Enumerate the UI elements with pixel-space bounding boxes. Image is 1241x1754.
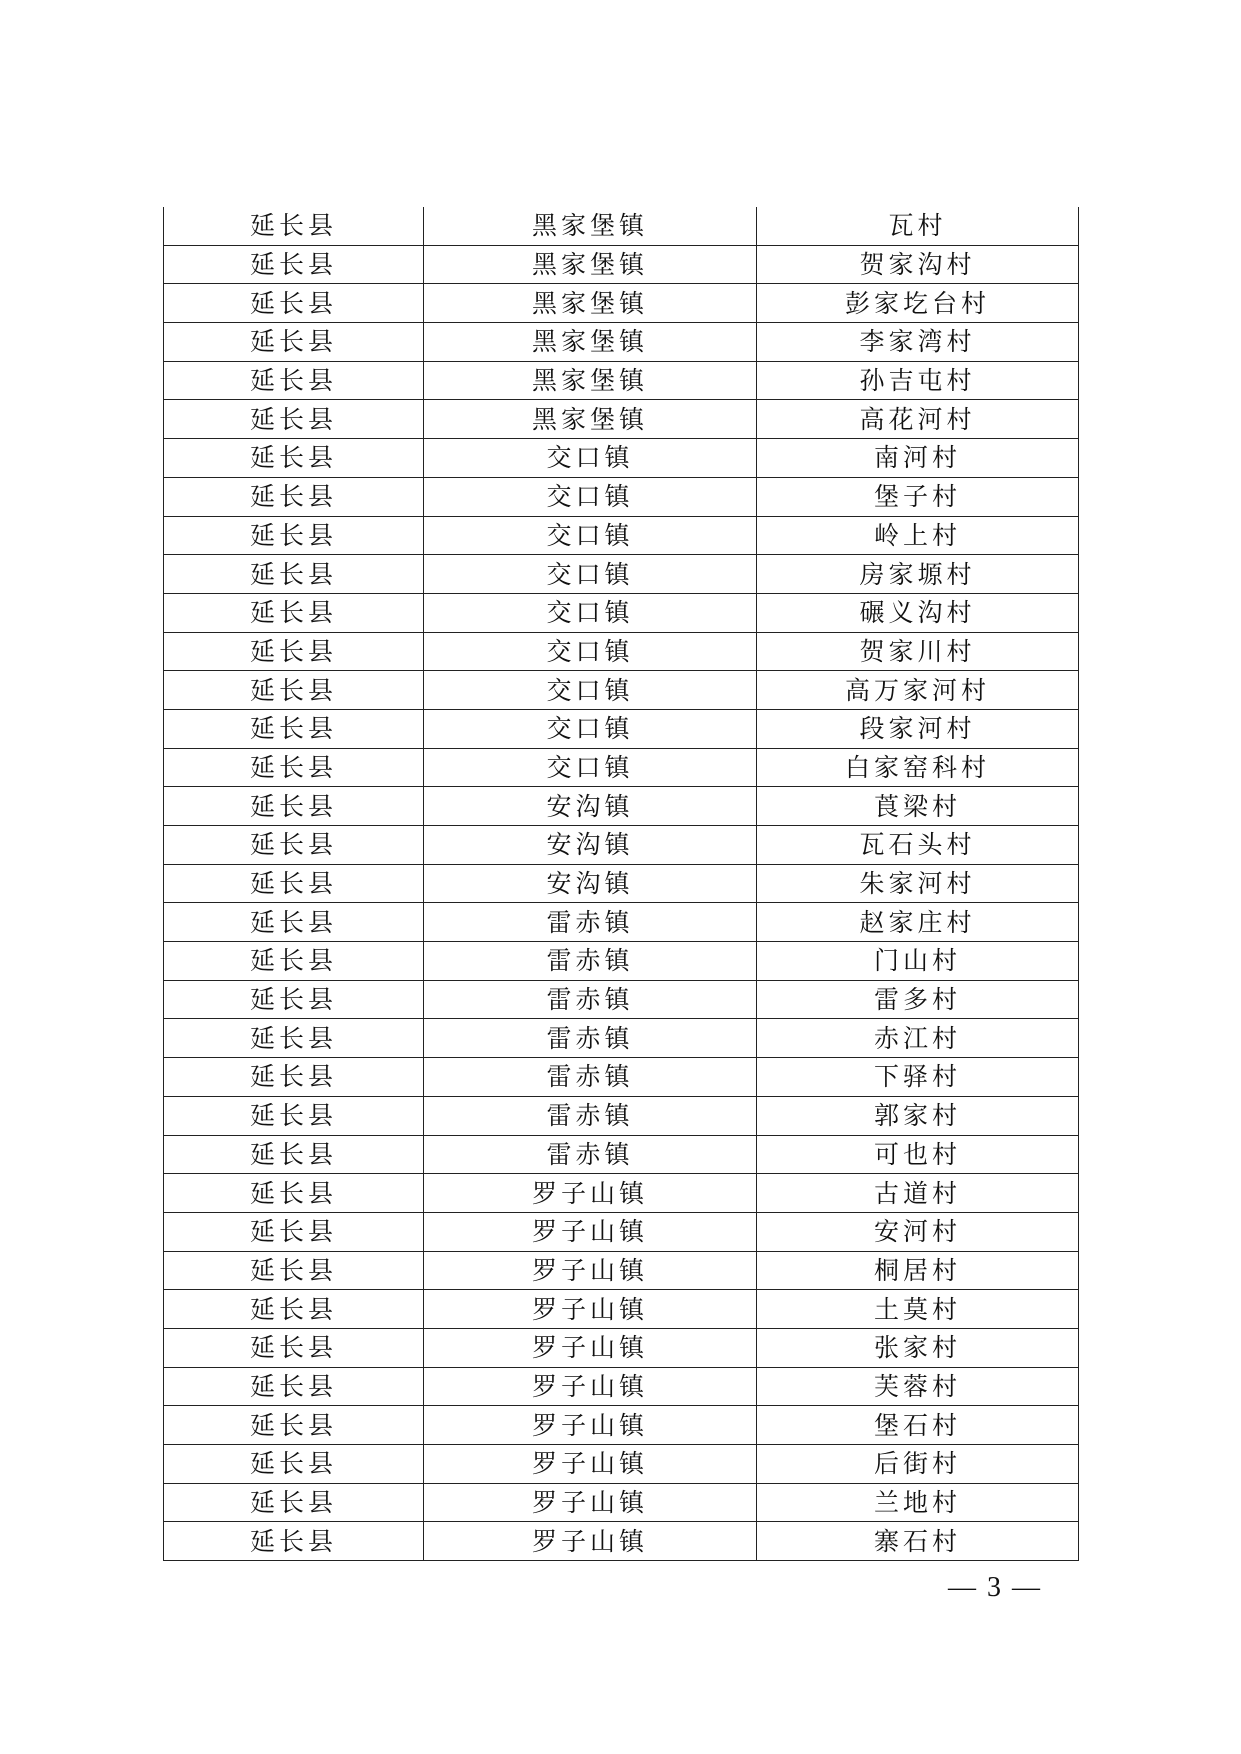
table-row	[164, 671, 1079, 710]
village-cell: 土莫村	[757, 1290, 1079, 1329]
village-cell: 瓦石头村	[757, 826, 1079, 865]
county-cell: 延长县	[164, 1135, 424, 1174]
table-row	[164, 593, 1079, 632]
village-list-table	[163, 207, 1079, 1561]
village-cell: 莨梁村	[757, 787, 1079, 826]
town-cell: 交口镇	[424, 632, 757, 671]
village-cell: 后街村	[757, 1445, 1079, 1484]
town-cell: 雷赤镇	[424, 942, 757, 981]
town-cell: 交口镇	[424, 709, 757, 748]
village-cell: 房家塬村	[757, 555, 1079, 594]
town-cell: 罗子山镇	[424, 1483, 757, 1522]
county-cell: 延长县	[164, 1406, 424, 1445]
town-cell: 罗子山镇	[424, 1290, 757, 1329]
town-cell: 黑家堡镇	[424, 207, 757, 245]
county-cell: 延长县	[164, 709, 424, 748]
village-cell: 桐居村	[757, 1251, 1079, 1290]
village-cell: 可也村	[757, 1135, 1079, 1174]
table-row	[164, 284, 1079, 323]
table-row	[164, 709, 1079, 748]
table-row	[164, 632, 1079, 671]
town-cell: 雷赤镇	[424, 903, 757, 942]
town-cell: 罗子山镇	[424, 1174, 757, 1213]
village-cell: 兰地村	[757, 1483, 1079, 1522]
county-cell: 延长县	[164, 477, 424, 516]
county-cell: 延长县	[164, 787, 424, 826]
village-cell: 贺家川村	[757, 632, 1079, 671]
town-cell: 交口镇	[424, 555, 757, 594]
town-cell: 安沟镇	[424, 864, 757, 903]
county-cell: 延长县	[164, 1522, 424, 1561]
village-cell: 古道村	[757, 1174, 1079, 1213]
table-row	[164, 864, 1079, 903]
county-cell: 延长县	[164, 1096, 424, 1135]
town-cell: 罗子山镇	[424, 1406, 757, 1445]
village-cell: 芙蓉村	[757, 1367, 1079, 1406]
village-cell: 孙吉屯村	[757, 361, 1079, 400]
town-cell: 安沟镇	[424, 787, 757, 826]
town-cell: 交口镇	[424, 439, 757, 478]
county-cell: 延长县	[164, 942, 424, 981]
town-cell: 安沟镇	[424, 826, 757, 865]
town-cell: 黑家堡镇	[424, 400, 757, 439]
village-cell: 郭家村	[757, 1096, 1079, 1135]
county-cell: 延长县	[164, 245, 424, 284]
county-cell: 延长县	[164, 1251, 424, 1290]
county-cell: 延长县	[164, 671, 424, 710]
table-row	[164, 207, 1079, 245]
town-cell: 交口镇	[424, 516, 757, 555]
county-cell: 延长县	[164, 1367, 424, 1406]
town-cell: 黑家堡镇	[424, 323, 757, 362]
table-row	[164, 1058, 1079, 1097]
table-body	[164, 207, 1079, 1561]
table-row	[164, 1328, 1079, 1367]
village-cell: 南河村	[757, 439, 1079, 478]
village-cell: 段家河村	[757, 709, 1079, 748]
table-row	[164, 245, 1079, 284]
county-cell: 延长县	[164, 1483, 424, 1522]
town-cell: 雷赤镇	[424, 1058, 757, 1097]
table-row	[164, 1135, 1079, 1174]
village-cell: 雷多村	[757, 980, 1079, 1019]
village-cell: 贺家沟村	[757, 245, 1079, 284]
table-row	[164, 1483, 1079, 1522]
village-cell: 寨石村	[757, 1522, 1079, 1561]
village-cell: 门山村	[757, 942, 1079, 981]
table-row	[164, 748, 1079, 787]
village-cell: 高花河村	[757, 400, 1079, 439]
village-cell: 赵家庄村	[757, 903, 1079, 942]
village-cell: 岭上村	[757, 516, 1079, 555]
county-cell: 延长县	[164, 593, 424, 632]
table-row	[164, 1406, 1079, 1445]
town-cell: 罗子山镇	[424, 1367, 757, 1406]
table-row	[164, 1096, 1079, 1135]
town-cell: 交口镇	[424, 593, 757, 632]
county-cell: 延长县	[164, 1290, 424, 1329]
county-cell: 延长县	[164, 1019, 424, 1058]
table-row	[164, 1522, 1079, 1561]
village-cell: 瓦村	[757, 207, 1079, 245]
table-row	[164, 980, 1079, 1019]
county-cell: 延长县	[164, 826, 424, 865]
table-row	[164, 1367, 1079, 1406]
county-cell: 延长县	[164, 323, 424, 362]
village-list-table-container	[163, 207, 1078, 1561]
village-cell: 张家村	[757, 1328, 1079, 1367]
town-cell: 罗子山镇	[424, 1445, 757, 1484]
town-cell: 雷赤镇	[424, 1096, 757, 1135]
table-row	[164, 1251, 1079, 1290]
table-row	[164, 903, 1079, 942]
page-number: — 3 —	[948, 1572, 1042, 1603]
village-cell: 彭家圪台村	[757, 284, 1079, 323]
town-cell: 黑家堡镇	[424, 361, 757, 400]
county-cell: 延长县	[164, 632, 424, 671]
county-cell: 延长县	[164, 400, 424, 439]
table-row	[164, 1445, 1079, 1484]
town-cell: 雷赤镇	[424, 1135, 757, 1174]
village-cell: 朱家河村	[757, 864, 1079, 903]
county-cell: 延长县	[164, 1174, 424, 1213]
county-cell: 延长县	[164, 1058, 424, 1097]
table-row	[164, 555, 1079, 594]
county-cell: 延长县	[164, 1328, 424, 1367]
town-cell: 雷赤镇	[424, 980, 757, 1019]
county-cell: 延长县	[164, 516, 424, 555]
table-row	[164, 439, 1079, 478]
village-cell: 下驿村	[757, 1058, 1079, 1097]
table-row	[164, 323, 1079, 362]
village-cell: 高万家河村	[757, 671, 1079, 710]
table-row	[164, 477, 1079, 516]
table-row	[164, 1174, 1079, 1213]
town-cell: 交口镇	[424, 748, 757, 787]
town-cell: 罗子山镇	[424, 1212, 757, 1251]
village-cell: 李家湾村	[757, 323, 1079, 362]
village-cell: 安河村	[757, 1212, 1079, 1251]
table-row	[164, 1290, 1079, 1329]
village-cell: 赤江村	[757, 1019, 1079, 1058]
town-cell: 交口镇	[424, 477, 757, 516]
village-cell: 白家窑科村	[757, 748, 1079, 787]
county-cell: 延长县	[164, 207, 424, 245]
town-cell: 黑家堡镇	[424, 284, 757, 323]
village-cell: 碾义沟村	[757, 593, 1079, 632]
county-cell: 延长县	[164, 284, 424, 323]
table-row	[164, 361, 1079, 400]
table-row	[164, 1212, 1079, 1251]
town-cell: 罗子山镇	[424, 1328, 757, 1367]
table-row	[164, 516, 1079, 555]
table-row	[164, 942, 1079, 981]
county-cell: 延长县	[164, 439, 424, 478]
county-cell: 延长县	[164, 903, 424, 942]
county-cell: 延长县	[164, 748, 424, 787]
county-cell: 延长县	[164, 980, 424, 1019]
county-cell: 延长县	[164, 1212, 424, 1251]
table-row	[164, 787, 1079, 826]
town-cell: 黑家堡镇	[424, 245, 757, 284]
town-cell: 罗子山镇	[424, 1522, 757, 1561]
village-cell: 堡石村	[757, 1406, 1079, 1445]
village-cell: 堡子村	[757, 477, 1079, 516]
county-cell: 延长县	[164, 864, 424, 903]
table-row	[164, 826, 1079, 865]
county-cell: 延长县	[164, 361, 424, 400]
town-cell: 罗子山镇	[424, 1251, 757, 1290]
town-cell: 雷赤镇	[424, 1019, 757, 1058]
county-cell: 延长县	[164, 1445, 424, 1484]
town-cell: 交口镇	[424, 671, 757, 710]
table-row	[164, 400, 1079, 439]
table-row	[164, 1019, 1079, 1058]
county-cell: 延长县	[164, 555, 424, 594]
